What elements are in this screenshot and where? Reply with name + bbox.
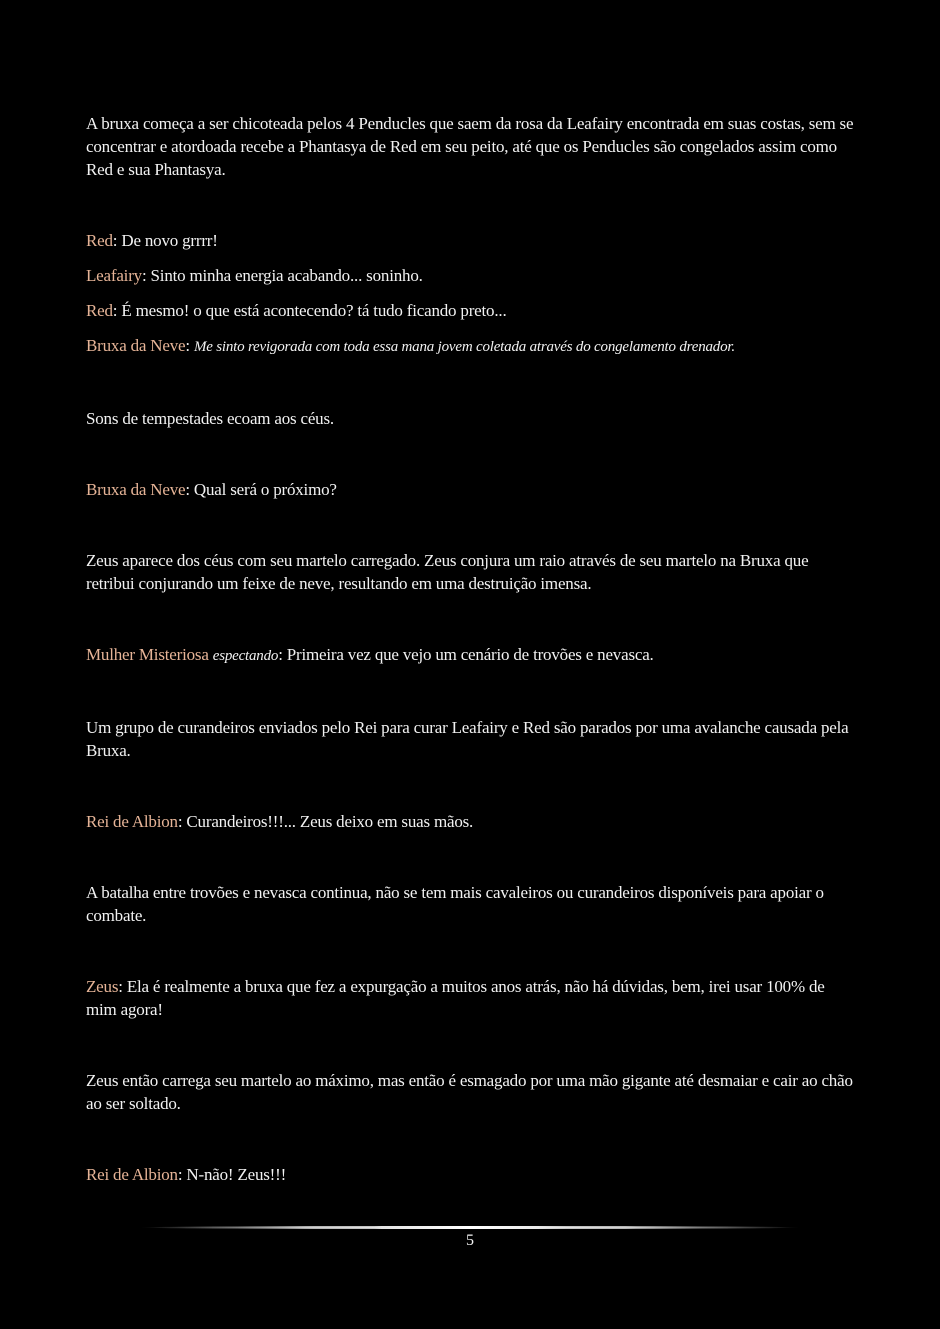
speaker-name: Rei de Albion [86,1165,178,1184]
dialogue-line [86,334,856,359]
narration-paragraph: Zeus aparece dos céus com seu martelo carregado. Zeus conjura um raio através de seu martelo na Bruxa que retribui conjurando um feixe de neve, resultando em uma destruição imensa. [86,551,809,593]
dialogue-text: : Ela é realmente a bruxa que fez a expurgação a muitos anos atrás, não há dúvidas, bem, irei usar 100% de mim agora! [86,977,825,1019]
dialogue-line [86,478,856,501]
dialogue-line [86,810,856,833]
dialogue-line [86,643,856,668]
dialogue-text: : Qual será o próximo? [185,480,337,499]
dialogue-line [86,1163,856,1186]
speaker-name: Mulher Misteriosa [86,645,209,664]
speaker-name: Bruxa da Neve [86,480,186,499]
dialogue-line [86,229,856,252]
dialogue-text: : É mesmo! o que está acontecendo? tá tudo ficando preto... [112,301,507,320]
page-number: 5 [466,1232,474,1249]
speaker-name: Bruxa da Neve [86,336,186,355]
speaker-name: Red [86,301,113,320]
dialogue-text: : N-não! Zeus!!! [177,1165,287,1184]
speaker-name: Leafairy [86,266,142,285]
dialogue-text: : Sinto minha energia acabando... soninho. [141,266,423,285]
speaker-aside: espectando [212,648,279,664]
dialogue-text: : Primeira vez que vejo um cenário de trovões e nevasca. [278,645,654,664]
footer-separator [140,1226,800,1229]
speaker-name: Zeus [86,977,119,996]
narration-paragraph: Um grupo de curandeiros enviados pelo Rei para curar Leafairy e Red são parados por uma avalanche causada pela Bruxa. [86,718,849,760]
speaker-name: Red [86,231,113,250]
narration-paragraph: A bruxa começa a ser chicoteada pelos 4 Penducles que saem da rosa da Leafairy encontrada em suas costas, sem se concentrar e atordoada recebe a Phantasya de Red em seu peito, até que os Penducles são congelados assim como Red e sua Phantasya. [86,114,854,179]
page-body [86,112,856,1186]
dialogue-line [86,975,856,1021]
dialogue-text: : Curandeiros!!!... Zeus deixo em suas mãos. [177,812,474,831]
dialogue-line [86,264,856,287]
speaker-name: Rei de Albion [86,812,178,831]
dialogue-text-italic: Me sinto revigorada com toda essa mana jovem coletada através do congelamento drenador. [193,339,735,355]
narration-paragraph: A batalha entre trovões e nevasca continua, não se tem mais cavaleiros ou curandeiros disponíveis para apoiar o combate. [86,883,824,925]
dialogue-line [86,299,856,322]
dialogue-text: : De novo grrrr! [112,231,218,250]
dialogue-prefix: : [185,336,194,355]
narration-paragraph: Sons de tempestades ecoam aos céus. [86,409,334,428]
narration-paragraph: Zeus então carrega seu martelo ao máximo, mas então é esmagado por uma mão gigante até desmaiar e cair ao chão ao ser soltado. [86,1071,853,1113]
